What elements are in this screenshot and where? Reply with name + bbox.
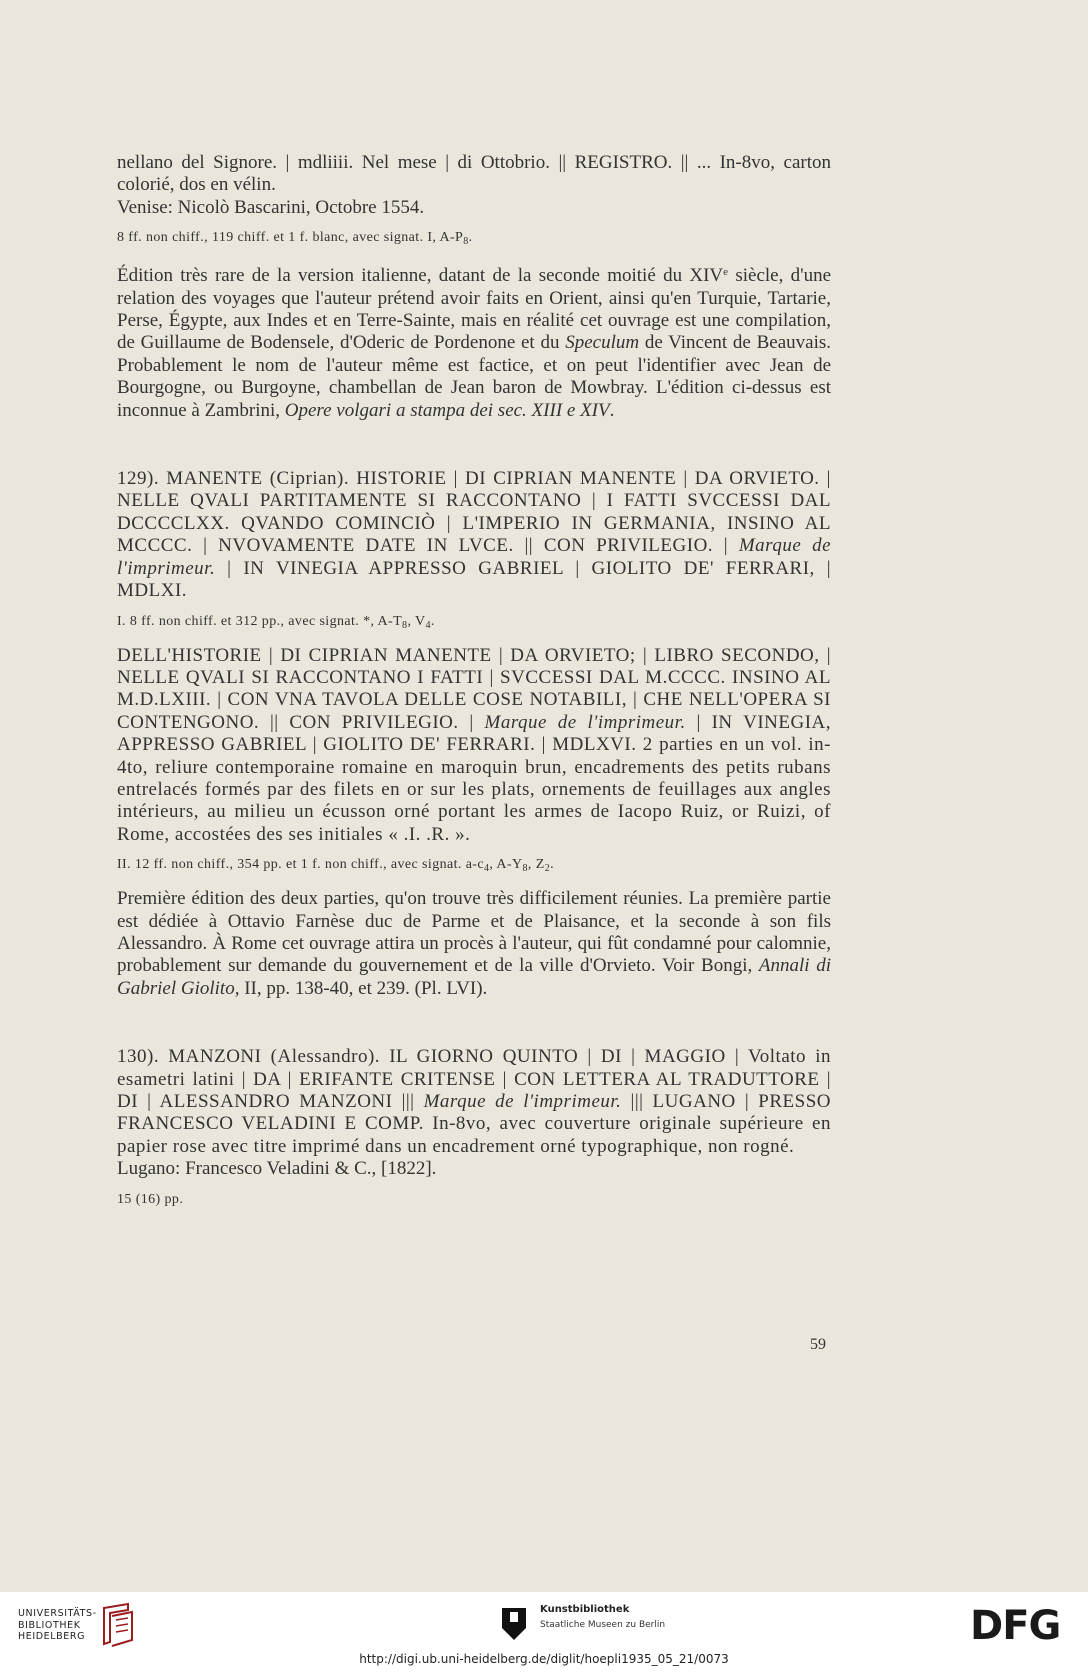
collation-end: . — [468, 230, 473, 246]
note-text: de Vincent de Beauvais. Probablement le nom de l'auteur même est factice, et on peut l'identifier avec Jean de Bourgogne, ou Burgoyne, chambellan de Jean baron de Mowbray. L'édition ci-dessus est inconnue à Zambrini, — [117, 332, 832, 421]
heading-text: DELL'HISTORIE | DI CIPRIAN MANENTE | DA ORVIETO; | LIBRO SECONDO, | NELLE QVALI SI RACCONTANO I FATTI | SVCCESSI DAL M.CCCC. INSINO AL M.D.LXIII. | CON VNA TAVOLA DELLE COSE NOTABILI, | CHE NELL'OPERA SI CONTENGONO. || CON PRIVILEGIO. | — [117, 644, 831, 733]
note-text: . — [609, 399, 615, 421]
uni-line: BIBLIOTHEK — [18, 1619, 81, 1631]
collation-sub: 8 — [522, 863, 528, 875]
collation-sub: 8 — [402, 619, 408, 631]
top-entry-collation — [117, 229, 831, 251]
university-mark-icon — [100, 1602, 136, 1648]
top-entry-note — [117, 261, 831, 422]
page-number: 59 — [810, 1336, 826, 1353]
heading-italic: Marque de l'imprimeur. — [423, 1091, 622, 1112]
heading-italic: Marque de l'imprimeur. — [484, 711, 686, 733]
collation-text: , V — [407, 613, 426, 629]
kunstbibliothek-logo[interactable] — [500, 1604, 700, 1644]
kunstbibliothek-mark-icon — [500, 1606, 528, 1642]
note-sup: e — [723, 266, 729, 279]
entry-129-heading — [117, 468, 831, 602]
permalink-url[interactable]: http://digi.ub.uni-heidelberg.de/diglit/hoepli1935_05_21/0073 — [359, 1652, 729, 1666]
note-text: siècle, d'une relation des voyages que l'auteur prétend avoir faits en Orient, ainsi qu'en Turquie, Tartarie, Perse, Égypte, aux Indes et en Terre-Sainte, mais en réalité cet ouvrage est une compilation, de Guillaume de Bodensele, d'Oderic de Pordenone et du — [117, 265, 832, 354]
collation-text: 8 ff. non chiff., 119 chiff. et 1 f. blanc, avec signat. I, A-P — [117, 230, 464, 246]
heading-text: | IN VINEGIA, APPRESSO GABRIEL | GIOLITO DE' FERRARI. | MDLXVI. 2 parties en un vol. in-4to, reliure contemporaine romaine en maroquin brun, encadrements des petits rubans entrelacés formés par des filets en or sur les plats, ornements de feuillages aux angles intérieurs, au milieu un écusson orné portant les armes de Iacopo Ruiz, or Ruizi, of Rome, accostées des ses initiales « .I. .R. ». — [117, 711, 832, 845]
heading-text: 129). MANENTE (Ciprian). HISTORIE | DI CIPRIAN MANENTE | DA ORVIETO. | NELLE QVALI PARTITAMENTE SI RACCONTANO | I FATTI SVCCESSI DAL DCCCCLXX. QVANDO COMINCIÒ | L'IMPERIO IN GERMANIA, INSINO AL MCCCC. | NVOVAMENTE DATE IN LVCE. || CON PRIVILEGIO. | — [117, 468, 831, 557]
entry-129-volume-2 — [117, 645, 831, 847]
top-entry-imprint: Venise: Nicolò Bascarini, Octobre 1554. — [117, 196, 425, 218]
entry-130-imprint: Lugano: Francesco Veladini & C., [1822]. — [117, 1158, 437, 1180]
note-italic: Annali di Gabriel Giolito, — [117, 955, 831, 999]
entry-129-collation-1 — [117, 613, 831, 635]
collation-text: II. 12 ff. non chiff., 354 pp. et 1 f. non chiff., avec signat. a-c — [117, 857, 484, 873]
kunstbibliothek-subtitle: Staatliche Museen zu Berlin — [540, 1620, 666, 1630]
heading-text: | IN VINEGIA APPRESSO GABRIEL | GIOLITO DE' FERRARI, | MDLXI. — [117, 557, 831, 602]
note-text: II, pp. 138-40, et 239. (Pl. LVI). — [239, 977, 488, 999]
entry-130-heading — [117, 1046, 831, 1158]
collation-text: , Z — [527, 857, 545, 873]
dfg-logo[interactable]: DFG — [970, 1603, 1061, 1649]
page-content — [117, 152, 831, 1209]
note-text: Première édition des deux parties, qu'on trouve très difficilement réunies. La première partie est dédiée à Ottavio Farnèse duc de Parme et de Plaisance, et la seconde à son fils Alessandro. À Rome cet ouvrage attira un procès à l'auteur, qui fût condamné pour calomnie, probablement sur demande du gouvernement et de la ville d'Orvieto. Voir Bongi, — [117, 888, 831, 977]
university-library-logo[interactable] — [18, 1602, 138, 1648]
collation-text: I. 8 ff. non chiff. et 312 pp., avec signat. *, A-T — [117, 613, 403, 629]
entry-130-collation: 15 (16) pp. — [117, 1191, 184, 1207]
heading-italic: Marque de l'imprimeur. — [117, 535, 831, 579]
collation-sub: 2 — [544, 863, 551, 875]
uni-line: HEIDELBERG — [18, 1631, 86, 1642]
top-entry-title — [117, 152, 831, 219]
collation-text: . — [430, 613, 435, 629]
entry-129-collation-2 — [117, 856, 831, 878]
heading-text: ||| LUGANO | PRESSO FRANCESCO VELADINI E COMP. In-8vo, avec couverture originale supérieure en papier rose avec titre imprimé dans un encadrement orné typographique, non rogné. — [117, 1091, 831, 1157]
heading-text: 130). MANZONI (Alessandro). IL GIORNO QUINTO | DI | MAGGIO | Voltato in esametri latini | DA | ERIFANTE CRITENSE | CON LETTERA AL TRADUTTORE | DI | ALESSANDRO MANZONI ||| — [117, 1046, 831, 1112]
note-italic: Speculum — [565, 332, 640, 354]
note-text: Édition très rare de la version italienne, datant de la seconde moitié du XIV — [117, 265, 724, 287]
collation-text: , A-Y — [489, 857, 523, 873]
collation-sub: 4 — [425, 619, 431, 631]
entry-129-note — [117, 888, 831, 1000]
collation-sub: 4 — [483, 863, 490, 875]
top-entry-line: nellano del Signore. | mdliiii. Nel mese | di Ottobrio. || REGISTRO. || ... In-8vo, carton colorié, dos en vélin. — [117, 152, 831, 196]
note-italic: Opere volgari a stampa dei sec. XIII e XIV — [284, 399, 610, 421]
collation-text: . — [550, 857, 554, 873]
kunstbibliothek-title: Kunstbibliothek — [540, 1604, 630, 1615]
university-library-text — [18, 1608, 97, 1643]
uni-line: UNIVERSITÄTS- — [18, 1608, 97, 1619]
collation-sub: 8 — [463, 236, 469, 248]
